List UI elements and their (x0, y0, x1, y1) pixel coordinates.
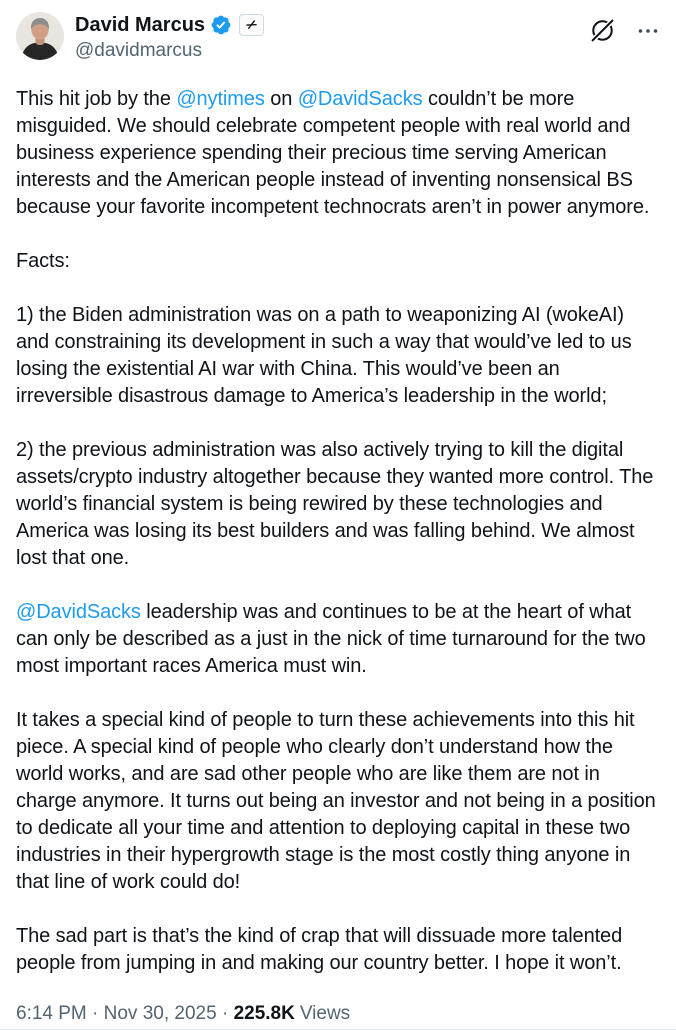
meta-separator: · (216, 1003, 234, 1024)
header-actions (589, 17, 660, 44)
tweet-header (16, 12, 660, 63)
ellipsis-icon (636, 19, 660, 43)
avatar[interactable] (16, 12, 64, 60)
tweet-paragraph (16, 86, 660, 221)
tweet-text-segment: 1) the Biden administration was on a path to weaponizing AI (wokeAI) and constraining its development in such a way that would’ve led to us losing the existential AI war with China. This would’ve been an irreversible disastrous damage to America’s leadership in the world; (16, 304, 632, 407)
tweet-paragraph (16, 599, 660, 680)
user-handle[interactable]: @davidmarcus (75, 40, 202, 61)
views-count: 225.8K (233, 1003, 295, 1024)
tweet-text-segment: couldn’t be more misguided. We should celebrate competent people with real world and business experience spending their precious time serving American interests and the American people instead of inventing nonsensical BS because your favorite incompetent technocrats aren’t in power anymore. (16, 88, 650, 218)
tweet-text-segment: on (264, 88, 298, 110)
tweet-meta (16, 1002, 660, 1026)
avatar-photo (16, 12, 64, 60)
tweet-paragraph (16, 923, 660, 977)
timestamp: 6:14 PM · Nov 30, 2025 (16, 1003, 217, 1024)
grok-slashed-circle-icon (589, 17, 616, 44)
tweet-text-segment: 2) the previous administration was also actively trying to kill the digital assets/crypto industry altogether because they wanted more control. The world’s financial system is being rewired by these technologies and America was losing its best builders and was falling behind. We almost lost that one. (16, 439, 654, 569)
tweet-paragraph (16, 437, 660, 572)
tweet-text-segment: This hit job by the (16, 88, 177, 110)
more-button[interactable] (636, 19, 660, 43)
tweet-paragraph (16, 707, 660, 896)
grok-button[interactable] (589, 17, 616, 44)
tweet-text-segment: The sad part is that’s the kind of crap that will dissuade more talented people from jumping in and making our country better. I hope it won’t. (16, 925, 623, 974)
tweet-text (16, 86, 660, 977)
tweet-paragraph (16, 248, 660, 275)
views-label: Views (299, 1003, 351, 1024)
mention-link-davidsacks[interactable]: @DavidSacks (16, 601, 141, 623)
display-name-row (75, 12, 589, 37)
tweet-text-segment: It takes a special kind of people to turn these achievements into this hit piece. A special kind of people who clearly don’t understand how the world works, and are sad other people who are like them are not in charge anymore. It turns out being an investor and not being in a position to dedicate all your time and attention to deploying capital in these two industries in their hypergrowth stage is the most costly thing anyone in that line of work could do! (16, 709, 656, 893)
verified-badge-icon[interactable] (210, 14, 232, 36)
tweet-text-segment: Facts: (16, 250, 70, 272)
mention-link-nytimes[interactable]: @nytimes (176, 88, 265, 110)
display-name[interactable]: David Marcus (75, 13, 206, 36)
tweet-paragraph (16, 302, 660, 410)
user-names (75, 12, 589, 63)
affiliation-square-badge-icon[interactable] (239, 14, 264, 36)
tweet-text-segment: leadership was and continues to be at the heart of what can only be described as a just in the nick of time turnaround for the two most important races America must win. (16, 601, 646, 677)
mention-link-davidsacks[interactable]: @DavidSacks (297, 88, 423, 110)
